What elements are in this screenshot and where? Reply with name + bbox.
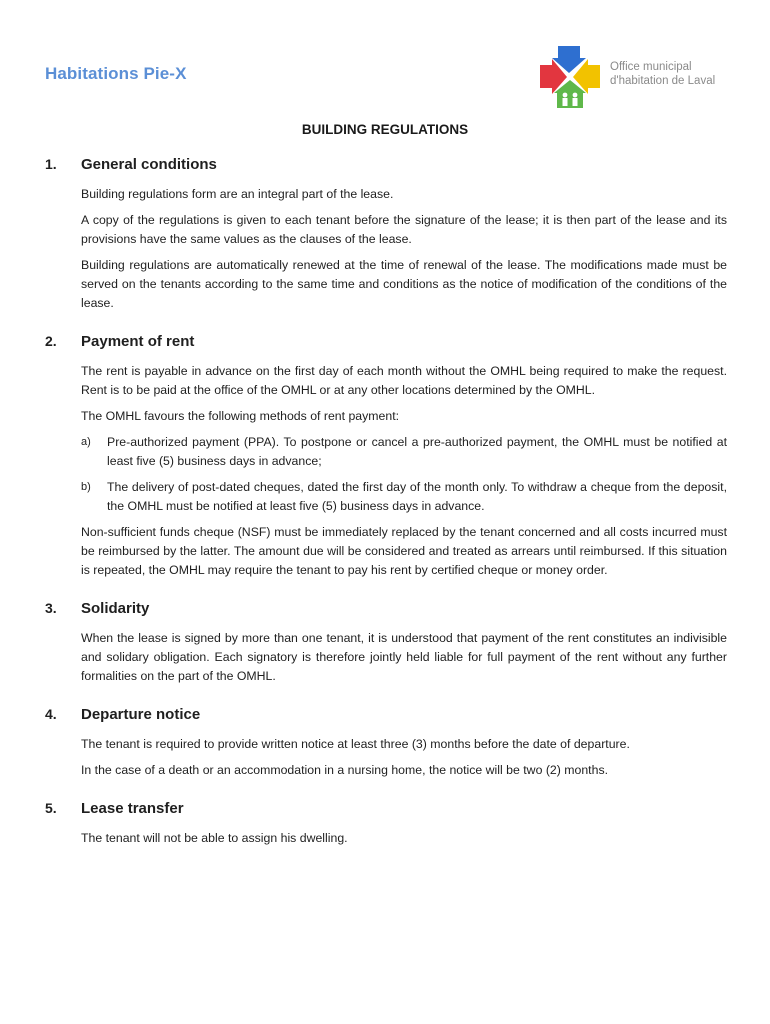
section-number: 3. bbox=[45, 600, 57, 616]
paragraph: The OMHL favours the following methods of rent payment: bbox=[81, 409, 400, 423]
paragraph: The tenant will not be able to assign his dwelling. bbox=[81, 831, 348, 845]
section-title: General conditions bbox=[81, 156, 217, 173]
paragraph: The tenant is required to provide written notice at least three (3) months before the date of departure. bbox=[81, 737, 630, 751]
list-item-text: Pre-authorized payment (PPA). To postpone or cancel a pre-authorized payment, the OMHL must be notified at least five (5) business days in advance; bbox=[107, 435, 727, 468]
paragraph: Building regulations are automatically renewed at the time of renewal of the lease. The modifications made must be served on the tenants according to the same time and conditions as the notice of modification of the conditions of the lease. bbox=[81, 258, 727, 310]
paragraph: Non-sufficient funds cheque (NSF) must be immediately replaced by the tenant concerned and all costs incurred must be reimbursed by the latter. The amount due will be considered and treated as arrears until reimbursed. If this situation is repeated, the OMHL may require the tenant to pay his rent by certified cheque or money order. bbox=[81, 525, 727, 577]
section-title: Solidarity bbox=[81, 600, 150, 617]
section-title: Lease transfer bbox=[81, 800, 184, 817]
section-number: 5. bbox=[45, 800, 57, 816]
document-title: BUILDING REGULATIONS bbox=[301, 122, 469, 137]
building-name: Habitations Pie-X bbox=[45, 64, 187, 83]
list-item bbox=[81, 433, 727, 471]
section-solidarity bbox=[45, 600, 727, 686]
paragraph: When the lease is signed by more than one tenant, it is understood that payment of the rent constitutes an indivisible and solidary obligation. Each signatory is therefore jointly held liable for full payment of the rent without any further formalities on the part of the OMHL. bbox=[81, 631, 727, 683]
paragraph: The rent is payable in advance on the first day of each month without the OMHL being required to make the request. Rent is to be paid at the office of the OMHL or at any other locations determined by the OMHL. bbox=[81, 364, 727, 397]
paragraph: In the case of a death or an accommodation in a nursing home, the notice will be two (2) months. bbox=[81, 763, 609, 777]
section-lease-transfer bbox=[45, 800, 727, 848]
logo-text-line2: d'habitation de Laval bbox=[610, 75, 716, 87]
list-marker: a) bbox=[81, 436, 91, 448]
section-departure-notice bbox=[45, 706, 727, 780]
list-item-text: The delivery of post-dated cheques, dated the first day of the month only. To withdraw a cheque from the deposit, the OMHL must be notified at least five (5) business days in advance. bbox=[107, 480, 727, 513]
paragraph: A copy of the regulations is given to each tenant before the signature of the lease; it is then part of the lease and its provisions have the same values as the clauses of the lease. bbox=[81, 213, 727, 246]
paragraph: Building regulations form are an integral part of the lease. bbox=[81, 187, 394, 201]
list-item bbox=[81, 478, 727, 516]
section-number: 4. bbox=[45, 706, 57, 722]
section-payment-of-rent bbox=[45, 333, 727, 580]
omhl-logo bbox=[538, 46, 728, 110]
regulations-body bbox=[45, 156, 727, 855]
list-marker: b) bbox=[81, 481, 91, 493]
payment-methods-list bbox=[81, 433, 727, 516]
omhl-logo-mark-icon bbox=[538, 46, 604, 110]
section-number: 2. bbox=[45, 333, 57, 349]
section-number: 1. bbox=[45, 156, 57, 172]
section-title: Departure notice bbox=[81, 706, 201, 723]
section-title: Payment of rent bbox=[81, 333, 195, 350]
logo-text-line1: Office municipal bbox=[610, 61, 692, 73]
section-general-conditions bbox=[45, 156, 727, 313]
